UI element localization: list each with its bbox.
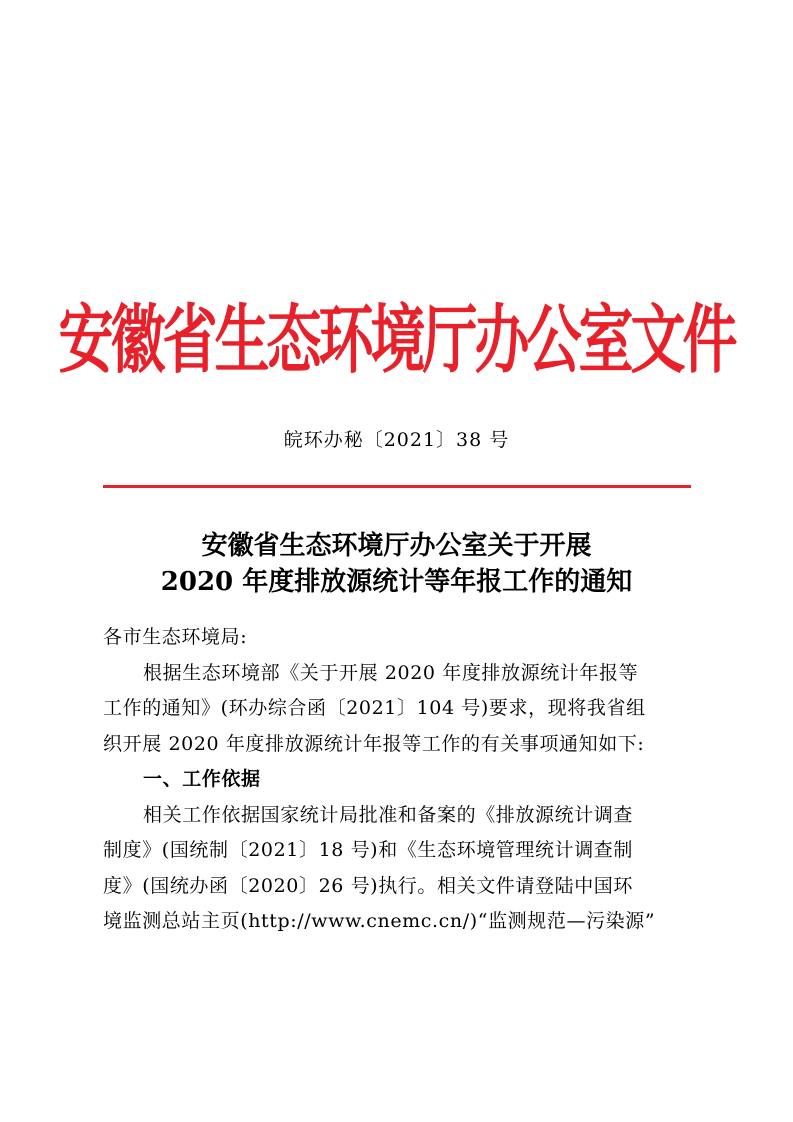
document-body bbox=[103, 620, 693, 940]
section-1-heading: 一、工作依据 bbox=[143, 768, 261, 790]
paragraph-2-line-3: 度》(国统办函〔2020〕26 号)执行。相关文件请登陆中国环 bbox=[103, 874, 633, 897]
masthead-title: 安徽省生态环境厅办公室文件 bbox=[58, 296, 735, 384]
paragraph-2-line-1: 相关工作依据国家统计局批准和备案的《排放源统计调查 bbox=[143, 803, 634, 826]
paragraph-2-line-4: 境监测总站主页(http://www.cnemc.cn/)“监测规范—污染源” bbox=[103, 910, 656, 932]
document-number: 皖环办秘〔2021〕38 号 bbox=[283, 429, 510, 451]
paragraph-1-line-2: 工作的通知》(环办综合函〔2021〕104 号)要求，现将我省组 bbox=[103, 697, 646, 719]
document-title bbox=[0, 528, 793, 600]
red-divider-rule bbox=[103, 485, 691, 488]
salutation: 各市生态环境局: bbox=[103, 626, 248, 648]
paragraph-1-line-1: 根据生态环境部《关于开展 2020 年度排放源统计年报等 bbox=[143, 661, 639, 684]
paragraph-1-line-3: 织开展 2020 年度排放源统计年报等工作的有关事项通知如下: bbox=[103, 732, 645, 755]
document-title-line-1: 安徽省生态环境厅办公室关于开展 bbox=[201, 531, 592, 561]
paragraph-2-line-2: 制度》(国统制〔2021〕18 号)和《生态环境管理统计调查制 bbox=[103, 839, 633, 861]
document-title-line-2: 2020 年度排放源统计等年报工作的通知 bbox=[160, 567, 633, 597]
